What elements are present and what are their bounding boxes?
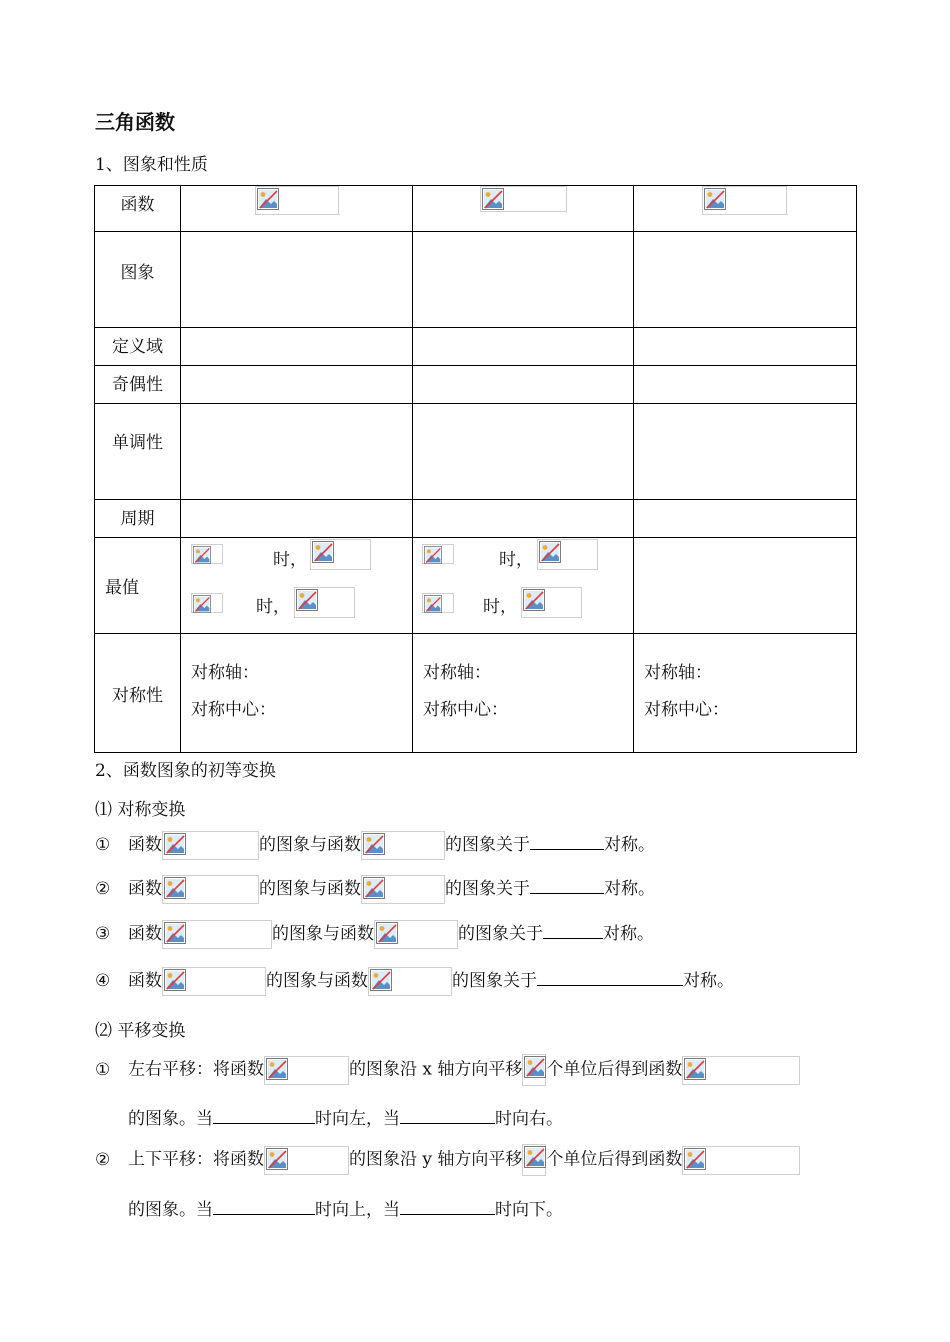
formula-image xyxy=(422,593,454,613)
list-item xyxy=(95,919,654,949)
blank-line xyxy=(530,831,604,850)
row-header-graph: 图象 xyxy=(95,232,181,328)
broken-image-icon xyxy=(482,188,504,210)
properties-table xyxy=(94,185,857,753)
blank-line xyxy=(543,920,603,939)
item-text: 对称。 xyxy=(683,971,734,991)
formula-image xyxy=(702,186,787,215)
table-cell xyxy=(634,634,857,753)
list-item xyxy=(95,1144,800,1176)
formula-image xyxy=(191,544,223,564)
axis-label: 对称轴： xyxy=(644,663,712,683)
blank-line xyxy=(400,1105,495,1124)
broken-image-icon xyxy=(363,833,385,855)
item-text: 函数 xyxy=(128,924,162,944)
list-item xyxy=(95,1054,800,1086)
table-cell xyxy=(181,232,413,328)
broken-image-icon xyxy=(376,922,398,944)
item-number: ③ xyxy=(95,924,111,944)
broken-image-icon xyxy=(164,969,186,991)
table-cell xyxy=(634,404,857,500)
table-cell xyxy=(413,366,634,404)
table-cell xyxy=(634,366,857,404)
broken-image-icon xyxy=(524,1146,546,1168)
formula-image xyxy=(522,1054,546,1086)
row-header-extreme: 最值 xyxy=(95,538,181,634)
item-number: ② xyxy=(95,879,111,899)
table-cell xyxy=(181,328,413,366)
formula-image xyxy=(682,1146,800,1175)
item-text: 对称。 xyxy=(603,924,654,944)
table-cell xyxy=(413,232,634,328)
table-cell xyxy=(413,328,634,366)
table-row xyxy=(95,634,857,753)
when-label: 时， xyxy=(273,550,307,570)
broken-image-icon xyxy=(424,546,442,564)
table-cell xyxy=(634,186,857,232)
broken-image-icon xyxy=(164,877,186,899)
item-text: 的图象关于 xyxy=(445,835,530,855)
blank-line xyxy=(400,1196,495,1215)
formula-image xyxy=(255,186,339,215)
list-item xyxy=(95,830,655,860)
list-item xyxy=(95,874,655,904)
center-label: 对称中心： xyxy=(644,700,729,720)
item-text: 左右平移：将函数 xyxy=(128,1059,264,1080)
row-header-monotonicity: 单调性 xyxy=(95,404,181,500)
broken-image-icon xyxy=(257,188,279,210)
broken-image-icon xyxy=(370,969,392,991)
formula-image xyxy=(682,1056,800,1085)
row-header-parity: 奇偶性 xyxy=(95,366,181,404)
item-text: 的图象与函数 xyxy=(259,879,361,899)
item-text: 的图象与函数 xyxy=(272,924,374,944)
broken-image-icon xyxy=(164,922,186,944)
blank-line xyxy=(530,875,604,894)
row-header-symmetry: 对称性 xyxy=(95,634,181,753)
broken-image-icon xyxy=(524,1056,546,1078)
formula-image xyxy=(294,587,355,618)
item-text: 时向下。 xyxy=(495,1200,563,1220)
broken-image-icon xyxy=(684,1148,706,1170)
table-row xyxy=(95,500,857,538)
item-text: 个单位后得到函数 xyxy=(546,1149,683,1170)
broken-image-icon xyxy=(193,595,211,613)
table-row xyxy=(95,328,857,366)
item-text: 的图象与函数 xyxy=(259,835,361,855)
broken-image-icon xyxy=(193,546,211,564)
formula-image xyxy=(368,967,452,996)
table-cell xyxy=(181,186,413,232)
item-text: 函数 xyxy=(128,879,162,899)
formula-image xyxy=(162,875,259,904)
table-cell xyxy=(181,366,413,404)
item-text: 对称。 xyxy=(604,879,655,899)
list-item-continuation xyxy=(128,1195,563,1220)
table-cell xyxy=(413,500,634,538)
table-cell xyxy=(634,328,857,366)
item-text: 的图象关于 xyxy=(452,971,537,991)
item-text: 函数 xyxy=(128,835,162,855)
page-title: 三角函数 xyxy=(95,110,175,134)
list-item xyxy=(95,966,734,996)
table-cell xyxy=(634,232,857,328)
table-cell xyxy=(413,404,634,500)
item-text: 上下平移：将函数 xyxy=(128,1149,264,1170)
broken-image-icon xyxy=(684,1058,706,1080)
table-row xyxy=(95,404,857,500)
formula-image xyxy=(162,920,272,949)
broken-image-icon xyxy=(164,833,186,855)
broken-image-icon xyxy=(539,541,561,563)
table-row xyxy=(95,232,857,328)
table-row xyxy=(95,186,857,232)
item-text: 的图象关于 xyxy=(458,924,543,944)
item-number: ② xyxy=(95,1149,111,1170)
formula-image xyxy=(191,593,223,613)
formula-image xyxy=(361,831,445,860)
broken-image-icon xyxy=(704,188,726,210)
formula-image xyxy=(480,186,567,212)
formula-image xyxy=(264,1056,349,1085)
broken-image-icon xyxy=(523,589,545,611)
center-label: 对称中心： xyxy=(191,700,276,720)
table-cell xyxy=(181,404,413,500)
formula-image xyxy=(310,539,371,570)
broken-image-icon xyxy=(296,589,318,611)
row-header-function: 函数 xyxy=(95,186,181,232)
axis-label: 对称轴： xyxy=(191,663,259,683)
section-2-heading: 2、函数图象的初等变换 xyxy=(95,761,276,781)
table-cell xyxy=(413,538,634,634)
table-cell xyxy=(634,500,857,538)
table-row xyxy=(95,538,857,634)
blank-line xyxy=(537,967,683,986)
subsection-translation: ⑵ 平移变换 xyxy=(95,1021,186,1041)
table-cell xyxy=(181,500,413,538)
item-text: 个单位后得到函数 xyxy=(546,1059,683,1080)
formula-image xyxy=(522,1144,546,1176)
item-number: ① xyxy=(95,835,111,855)
broken-image-icon xyxy=(424,595,442,613)
table-row xyxy=(95,366,857,404)
broken-image-icon xyxy=(363,877,385,899)
item-text: 的图象沿 y 轴方向平移 xyxy=(349,1149,523,1170)
broken-image-icon xyxy=(312,541,334,563)
item-text: 的图象关于 xyxy=(445,879,530,899)
item-number: ④ xyxy=(95,971,111,991)
table-cell xyxy=(413,634,634,753)
formula-image xyxy=(422,544,454,564)
table-cell xyxy=(413,186,634,232)
item-text: 函数 xyxy=(128,971,162,991)
formula-image xyxy=(162,967,266,996)
item-text: 时向右。 xyxy=(495,1109,563,1129)
formula-image xyxy=(264,1146,349,1175)
item-text: 的图象。当 xyxy=(128,1109,213,1129)
subsection-symmetry: ⑴ 对称变换 xyxy=(95,800,186,820)
formula-image xyxy=(374,920,458,949)
item-text: 的图象。当 xyxy=(128,1200,213,1220)
list-item-continuation xyxy=(128,1104,563,1129)
when-label: 时， xyxy=(499,550,533,570)
formula-image xyxy=(537,539,598,570)
item-text: 的图象与函数 xyxy=(266,971,368,991)
item-text: 对称。 xyxy=(604,835,655,855)
axis-label: 对称轴： xyxy=(423,663,491,683)
center-label: 对称中心： xyxy=(423,700,508,720)
item-text: 时向左，当 xyxy=(315,1109,400,1129)
broken-image-icon xyxy=(266,1148,288,1170)
broken-image-icon xyxy=(266,1058,288,1080)
table-cell xyxy=(634,538,857,634)
table-cell xyxy=(181,634,413,753)
item-text: 时向上，当 xyxy=(315,1200,400,1220)
blank-line xyxy=(213,1196,315,1215)
when-label: 时， xyxy=(483,597,517,617)
row-header-domain: 定义域 xyxy=(95,328,181,366)
formula-image xyxy=(521,587,582,618)
blank-line xyxy=(213,1105,315,1124)
item-number: ① xyxy=(95,1059,111,1080)
item-text: 的图象沿 x 轴方向平移 xyxy=(349,1059,523,1080)
when-label: 时， xyxy=(256,597,290,617)
row-header-period: 周期 xyxy=(95,500,181,538)
formula-image xyxy=(361,875,445,904)
table-cell xyxy=(181,538,413,634)
section-1-heading: 1、图象和性质 xyxy=(95,155,208,175)
formula-image xyxy=(162,831,259,860)
